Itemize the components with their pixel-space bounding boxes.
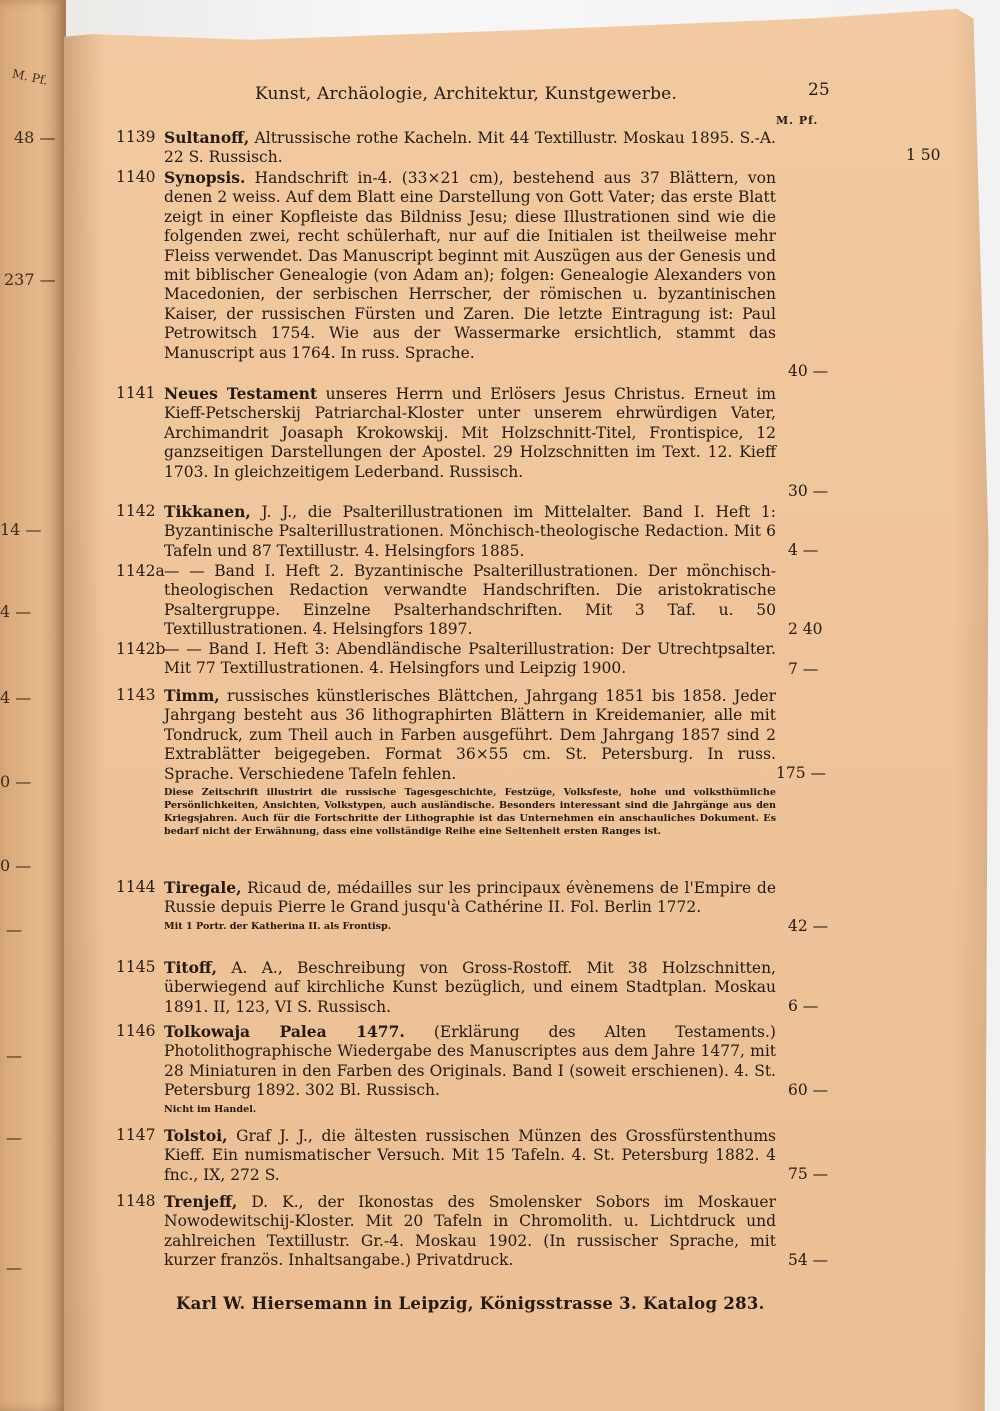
entry-author: Tolkowaja Palea 1477. [164, 1022, 405, 1041]
entry-text: unseres Herrn und Erlösers Jesus Christus. Erneut im Kieff-Petscherskij Patriarchal-Kloster unter unserem ehrwürdigen Vater, Archimandrit Joasaph Krokowskij. Mit Holzschnitt-Titel, Frontispice, 12 ganzseitigen Darstellungen der Apostel. 29 Holzschnitten im Text. 12. Kieff 1703. In gleichzeitigem Lederband. Russisch. [164, 385, 776, 481]
entry-text: — — Band I. Heft 2. Byzantinische Psalterillustrationen. Der mönchisch-theologischen Redaction verwandte Handschriften. Die aristokratische Psaltergruppe. Einzelne Psalterhandschriften. Mit 3 Taf. u. 50 Textillustrationen. 4. Helsingfors 1897. [164, 562, 776, 639]
entry-text: Graf J. J., die ältesten russischen Münzen des Grossfürstenthums Kieff. Ein numismatischer Versuch. Mit 15 Tafeln. 4. St. Petersburg 1882. 4 fnc., IX, 272 S. [164, 1127, 776, 1184]
entry-number: 1144 [116, 878, 156, 896]
page-number: 25 [808, 80, 830, 100]
entry-number: 1140 [116, 168, 156, 186]
left-margin-mark: — [6, 1046, 22, 1065]
left-margin-mark: 4 — [0, 688, 32, 707]
entry-number: 1142 [116, 502, 156, 520]
entry-price: 2 40 [788, 620, 823, 638]
entry-author: Tolstoi, [164, 1126, 228, 1145]
entry-text: Ricaud de, médailles sur les principaux évènemens de l'Empire de Russie depuis Pierre le Grand jusqu'à Cathérine II. Fol. Berlin 1772. [164, 879, 776, 917]
entry-number: 1142a [116, 562, 165, 580]
entry-price: 4 — [788, 541, 819, 559]
entry-text: russisches künstlerisches Blättchen, Jahrgang 1851 bis 1858. Jeder Jahrgang besteht aus 36 lithographirten Blättern in Kreidemanier, alle mit Tondruck, zum Theil auch in Farben ausgeführt. Dem Jahrgang 1857 sind 2 Extrablätter beigegeben. Format 36×55 cm. St. Petersburg. In russ. Sprache. Verschiedene Tafeln fehlen. [164, 687, 776, 783]
running-head: Kunst, Archäologie, Architektur, Kunstgewerbe. [255, 84, 678, 104]
entry-author: Trenjeff, [164, 1192, 238, 1211]
entry-number: 1148 [116, 1192, 156, 1210]
left-margin-mark: 237 — [4, 270, 56, 289]
entry-price: 175 — [776, 764, 827, 782]
entry-number: 1146 [116, 1022, 156, 1040]
catalog-entry [116, 1126, 836, 1185]
entry-number: 1145 [116, 958, 156, 976]
entry-price: 7 — [788, 660, 819, 678]
entry-number: 1141 [116, 384, 156, 402]
catalog-entry [116, 1022, 836, 1116]
publisher-footer: Karl W. Hiersemann in Leipzig, Königsstrasse 3. Katalog 283. [176, 1294, 765, 1313]
left-margin-mark: — [6, 920, 22, 939]
entry-price: 40 — [788, 362, 829, 380]
entry-author: Titoff, [164, 958, 218, 977]
entry-price: 60 — [788, 1081, 829, 1099]
left-margin-mark: 48 — [14, 128, 56, 147]
left-margin-mark: M. Pf. [10, 66, 49, 88]
entry-author: Neues Testament [164, 384, 318, 403]
entry-number: 1143 [116, 686, 156, 704]
catalog-entry [116, 1192, 836, 1271]
entry-author: Sultanoff, [164, 128, 250, 147]
catalog-entry [116, 168, 836, 380]
catalog-entry [116, 502, 836, 561]
entry-text: — — Band I. Heft 3: Abendländische Psalterillustration: Der Utrechtpsalter. Mit 77 Textillustrationen. 4. Helsingfors und Leipzig 1900. [164, 640, 776, 678]
entry-author: Timm, [164, 686, 220, 705]
entry-author: Tiregale, [164, 878, 242, 897]
catalog-entry [116, 640, 836, 679]
entry-text: A. A., Beschreibung von Gross-Rostoff. Mit 38 Holzschnitten, überwiegend auf kirchliche Kunst bezüglich, und einem Stadtplan. Moskau 1891. II, 123, VI S. Russisch. [164, 959, 776, 1016]
currency-label: M. Pf. [776, 114, 819, 127]
left-margin-mark: 0 — [0, 772, 32, 791]
entry-price: 54 — [788, 1251, 829, 1269]
catalog-entry [116, 878, 836, 933]
entry-price: 75 — [788, 1165, 829, 1183]
left-margin-mark: 0 — [0, 856, 32, 875]
entry-number: 1139 [116, 128, 156, 146]
entry-price: 30 — [788, 482, 829, 500]
entry-text: (Erklärung des Alten Testaments.) Photolithographische Wiedergabe des Manuscriptes aus dem Jahre 1477, mit 28 Miniaturen in den Farben des Originals. Band I (soweit erschienen). 4. St. Petersburg 1892. 302 Bl. Russisch. [164, 1023, 776, 1100]
left-margin-mark: — [6, 1128, 22, 1147]
entry-note: Mit 1 Portr. der Katherina II. als Frontisp. [164, 920, 392, 932]
entry-text: Handschrift in-4. (33×21 cm), bestehend aus 37 Blättern, von denen 2 weiss. Auf dem Blatt eine Darstellung von Gott Vater; das erste Blatt zeigt in einer Kopfleiste das Bildniss Jesu; diese Illustrationen sind wie die folgenden zwei, recht schülerhaft, nur auf die Initialen ist theilweise mehr Fleiss verwendet. Das Manuscript beginnt mit Auszügen aus der Genesis und mit biblischer Genealogie (von Adam an); folgen: Genealogie Alexanders von Macedonien, der serbischen Herrscher, der römischen u. byzantinischen Kaiser, der russischen Fürsten und Zaren. Die letzte Eintragung ist: Paul Petrowitsch 1754. Wie aus der Wassermarke ersichtlich, stammt das Manuscript aus 1764. In russ. Sprache. [164, 169, 776, 362]
left-margin-mark: 14 — [0, 520, 42, 539]
entry-price: 42 — [788, 917, 829, 935]
catalog-entry [116, 128, 941, 168]
left-margin-mark: 4 — [0, 602, 32, 621]
entry-author: Tikkanen, [164, 502, 251, 521]
catalog-entry [116, 562, 836, 640]
catalog-entry [116, 958, 836, 1017]
catalog-entry [116, 686, 836, 838]
entry-text: Altrussische rothe Kacheln. Mit 44 Textillustr. Moskau 1895. S.-A. 22 S. Russisch. [164, 129, 776, 167]
entry-author: Synopsis. [164, 168, 246, 187]
entry-price: 1 50 [906, 146, 941, 164]
entry-note: Diese Zeitschrift illustrirt die russische Tagesgeschichte, Festzüge, Volksfeste, hohe und volksthümliche Persönlichkeiten, Ansichten, Volkstypen, auch ausländische. Besonders interessant sind die Jahrgänge aus den Kriegsjahren. Auch für die Fortschritte der Lithographie ist das Unternehmen ein anschauliches Dokument. Es bedarf nicht der Erwähnung, dass eine vollständige Reihe eine Seltenheit ersten Ranges ist. [164, 787, 776, 838]
entry-price: 6 — [788, 997, 819, 1015]
entry-number: 1147 [116, 1126, 156, 1144]
entry-note: Nicht im Handel. [164, 1103, 257, 1115]
entry-text: D. K., der Ikonostas des Smolensker Sobors im Moskauer Nowodewitschij-Kloster. Mit 20 Tafeln in Chromolith. u. Lichtdruck und zahlreichen Textillustr. Gr.-4. Moskau 1902. (In russischer Sprache, mit kurzer französ. Inhaltsangabe.) Privatdruck. [164, 1193, 776, 1270]
left-margin-mark: — [6, 1258, 22, 1277]
catalog-entry [116, 384, 836, 500]
entry-number: 1142b [116, 640, 166, 658]
entry-text: J. J., die Psalterillustrationen im Mittelalter. Band I. Heft 1: Byzantinische Psalterillustrationen. Mönchisch-theologische Redaction. Mit 6 Tafeln und 87 Textillustr. 4. Helsingfors 1885. [164, 503, 776, 560]
